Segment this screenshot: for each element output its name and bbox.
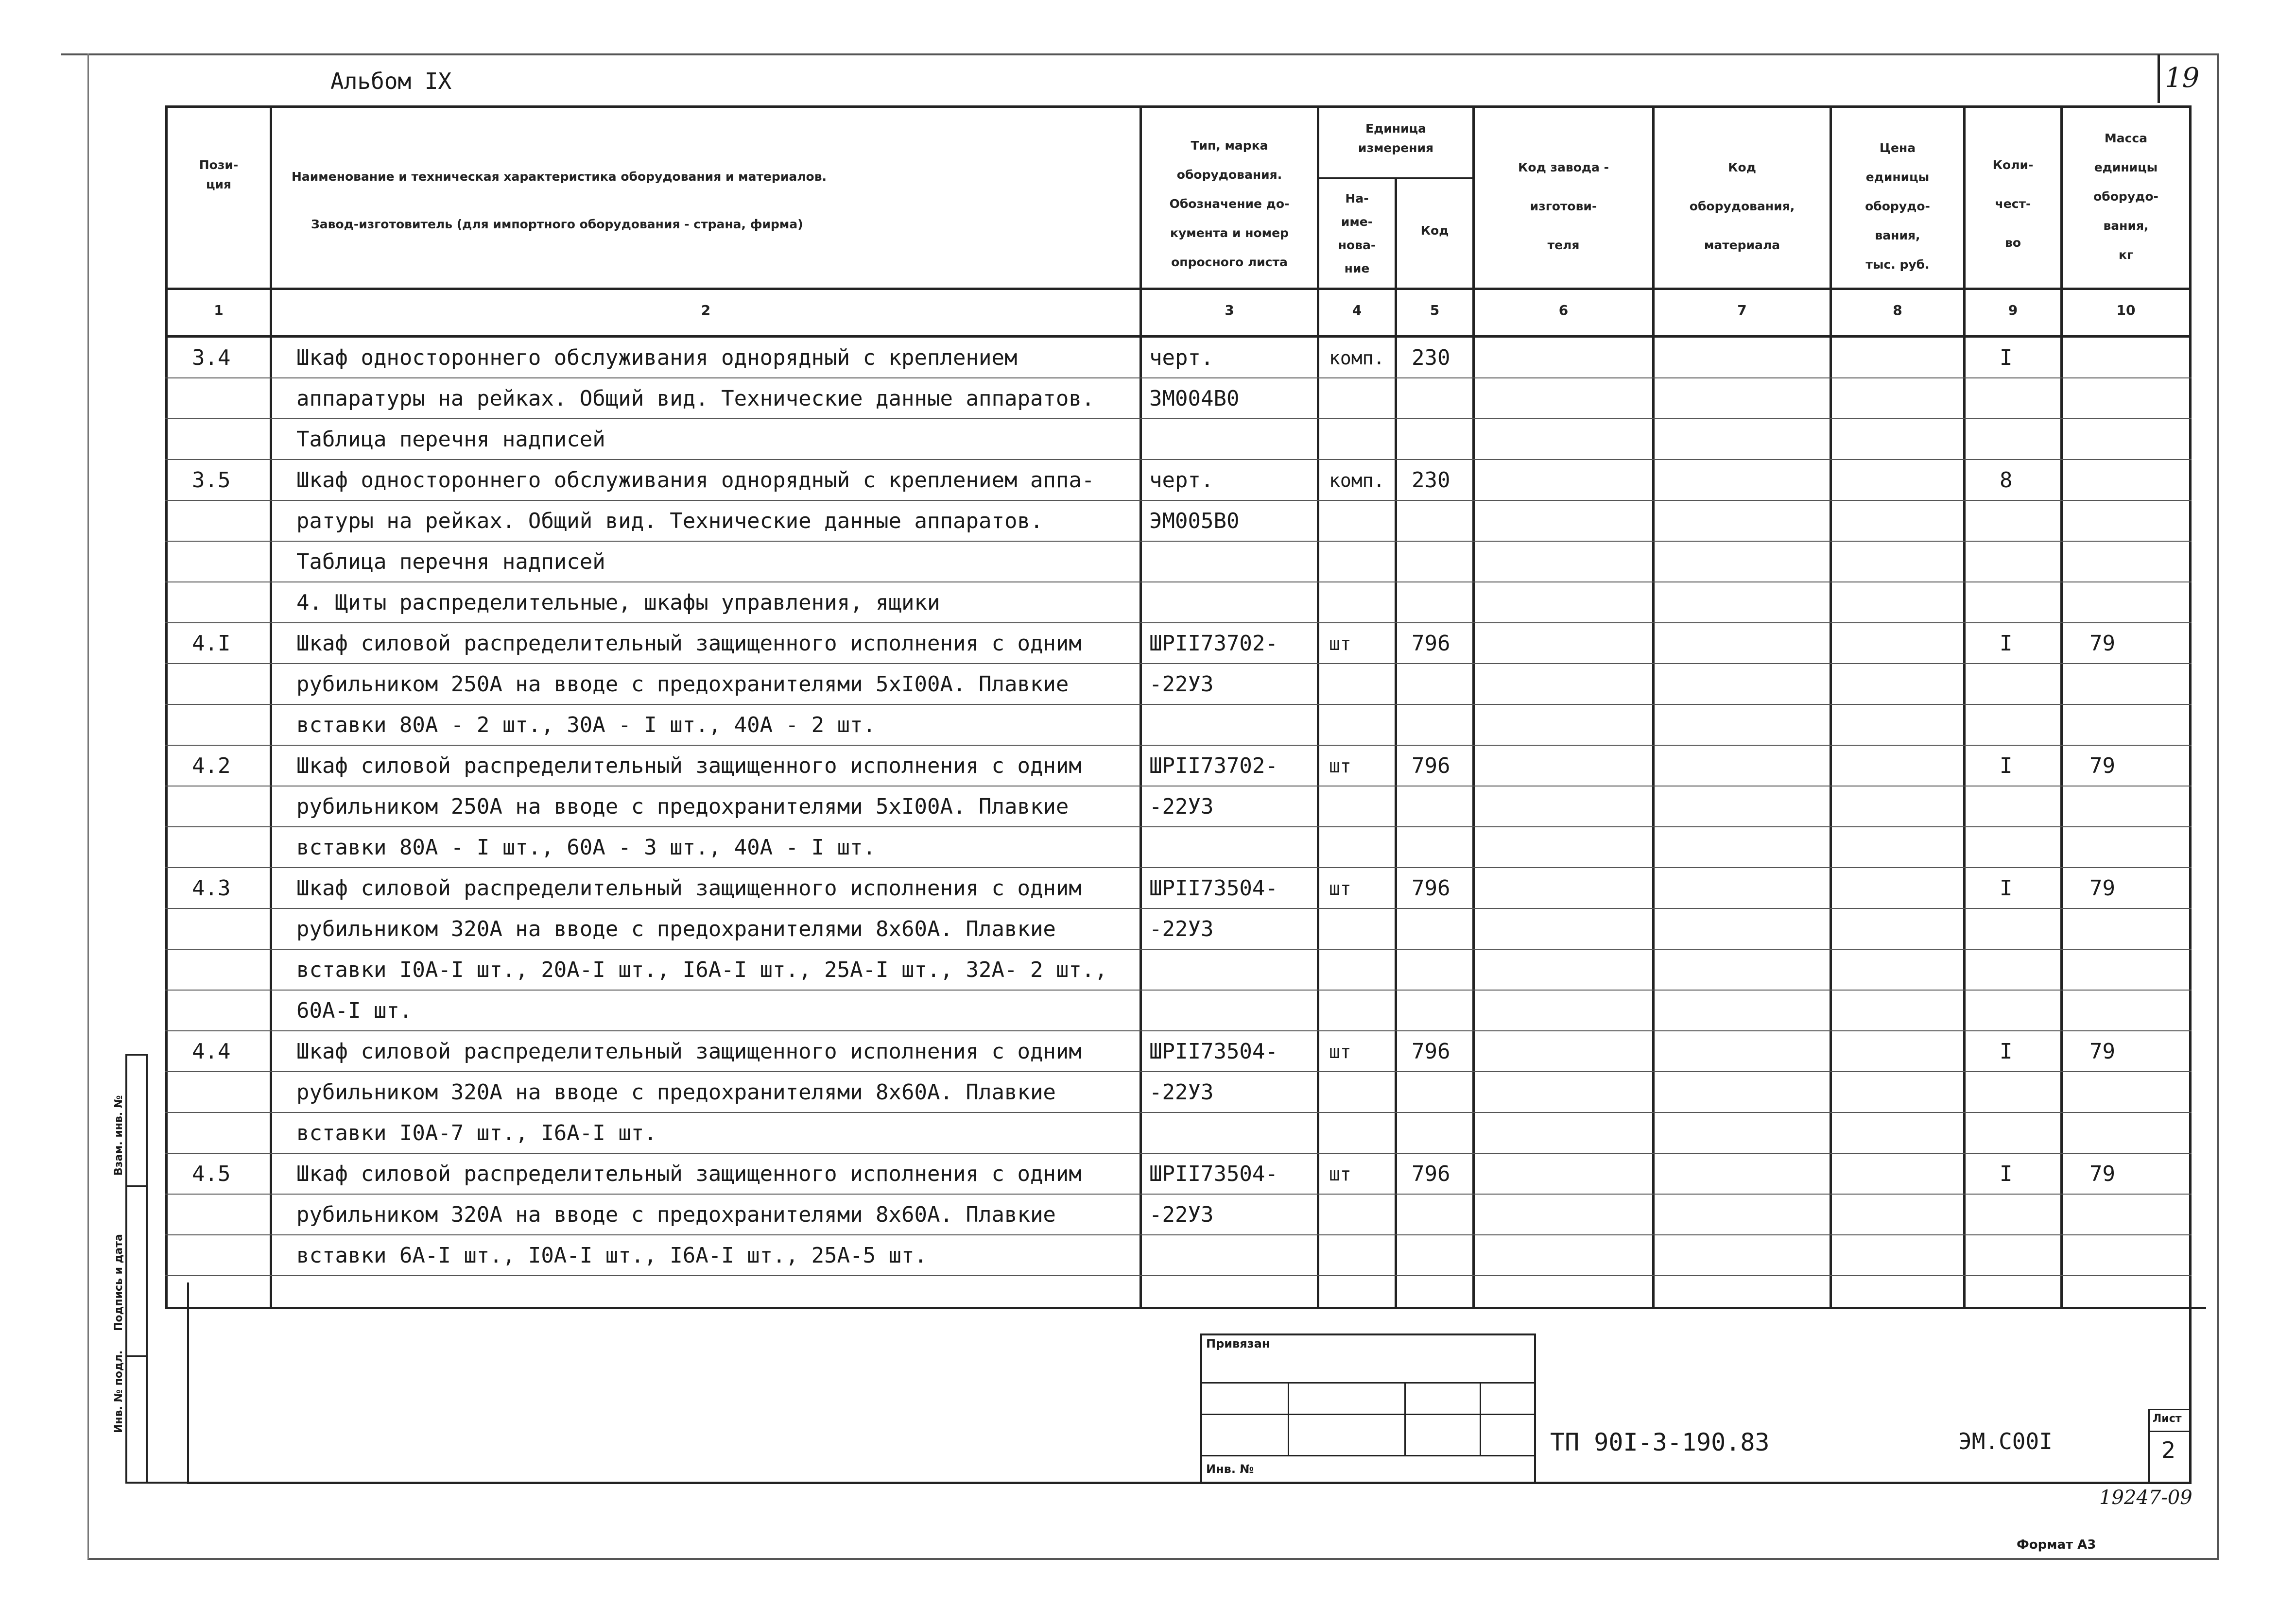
col-number-8: 8	[1893, 302, 1902, 318]
row-name: рубильником 250А на вводе с предохранителями 5xI00А. Плавкие	[296, 672, 1069, 697]
sheet-number: 2	[2161, 1437, 2176, 1463]
table-row	[0, 786, 2296, 827]
row-type: -22У3	[1149, 672, 1214, 697]
row-name: вставки I0А-I шт., 20А-I шт., I6А-I шт., 25А-I шт., 32А- 2 шт.,	[296, 957, 1107, 982]
row-unit-name: комп.	[1329, 347, 1385, 369]
table-row	[0, 338, 2296, 378]
row-name: Шкаф силовой распределительный защищенного исполнения с одним	[296, 876, 1082, 901]
row-unit-code: 230	[1412, 345, 1450, 370]
table-row	[0, 1154, 2296, 1195]
stamp-line-2	[125, 1185, 148, 1187]
attach-box-left	[1200, 1333, 1202, 1484]
attach-box-right	[1534, 1333, 1536, 1484]
row-name: Шкаф силовой распределительный защищенного исполнения с одним	[296, 1162, 1082, 1186]
row-name: вставки 6А-I шт., I0А-I шт., I6А-I шт., 25А-5 шт.	[296, 1243, 928, 1268]
table-row	[0, 1195, 2296, 1235]
row-unit-code: 230	[1412, 468, 1450, 493]
row-unit-name: шт	[1329, 1041, 1351, 1062]
table-row	[0, 827, 2296, 868]
row-position: 4.5	[192, 1162, 231, 1186]
stamp-inv-original: Инв. № подл.	[113, 1350, 125, 1433]
row-name: рубильником 320А на вводе с предохранителями 8x60А. Плавкие	[296, 1080, 1056, 1105]
row-name: Таблица перечня надписей	[296, 427, 605, 452]
row-name: Шкаф одностороннего обслуживания однорядный с креплением	[296, 345, 1018, 370]
stamp-line-3	[125, 1355, 148, 1357]
frame-top	[61, 53, 2218, 55]
table-row	[0, 1235, 2296, 1276]
row-name: Шкаф силовой распределительный защищенного исполнения с одним	[296, 1039, 1082, 1064]
row-type: ЭМ005В0	[1149, 509, 1240, 533]
sheet-box-mid	[2148, 1431, 2192, 1432]
table-row	[0, 542, 2296, 582]
row-position: 4.4	[192, 1039, 231, 1064]
header-unit-code: Код	[1420, 223, 1449, 238]
table-top-border	[165, 105, 2192, 108]
col-number-1: 1	[214, 302, 224, 318]
row-name: Шкаф силовой распределительный защищенного исполнения с одним	[296, 753, 1082, 778]
sheet-box-left	[2148, 1409, 2150, 1484]
table-row	[0, 460, 2296, 501]
table-row	[0, 419, 2296, 460]
row-type: -22У3	[1149, 1080, 1214, 1105]
row-unit-code: 796	[1412, 876, 1450, 901]
row-position: 4.3	[192, 876, 231, 901]
table-row	[0, 705, 2296, 746]
row-position: 4.I	[192, 631, 231, 656]
table-row	[0, 378, 2296, 419]
sheet-box-top	[2148, 1409, 2192, 1410]
header-plant-code: Код завода - изготови- теля	[1518, 160, 1609, 252]
attach-box-col-3	[1480, 1382, 1481, 1455]
stamp-mid-border	[146, 1054, 148, 1482]
row-type: ШРII73504-	[1149, 876, 1278, 901]
row-name: рубильником 250А на вводе с предохранителями 5xI00А. Плавкие	[296, 794, 1069, 819]
row-name: вставки 80А - I шт., 60А - 3 шт., 40А - I шт.	[296, 835, 876, 860]
row-name: рубильником 320А на вводе с предохранителями 8x60А. Плавкие	[296, 1202, 1056, 1227]
row-mass: 79	[2089, 1162, 2115, 1186]
col-number-6: 6	[1558, 302, 1569, 318]
col-number-3: 3	[1225, 302, 1234, 318]
table-row	[0, 623, 2296, 664]
row-quantity: I	[2000, 631, 2013, 656]
row-type: ЗМ004В0	[1149, 386, 1240, 411]
row-type: -22У3	[1149, 1202, 1214, 1227]
attach-box-line-1	[1200, 1382, 1536, 1384]
header-mass: Масса единицы оборудо- вания, кг	[2093, 131, 2158, 262]
row-position: 4.2	[192, 753, 231, 778]
title-block-bottom	[187, 1482, 2192, 1484]
row-type: черт.	[1149, 345, 1214, 370]
col-number-9: 9	[2008, 302, 2018, 318]
row-name: вставки 80А - 2 шт., 30А - I шт., 40А - 2 шт.	[296, 713, 876, 737]
stamp-right-border	[187, 1282, 189, 1482]
row-mass: 79	[2089, 753, 2115, 778]
row-type: ШРII73702-	[1149, 753, 1278, 778]
format-label: Формат А3	[2017, 1538, 2096, 1552]
header-name: Наименование и техническая характеристика оборудования и материалов. Завод-изготовитель (для импортного оборудования - страна, фирма)	[292, 170, 827, 231]
row-unit-name: шт	[1329, 633, 1351, 654]
row-quantity: I	[2000, 876, 2013, 901]
page-number: 19	[2165, 62, 2200, 94]
frame-bottom	[87, 1558, 2219, 1560]
table-row	[0, 746, 2296, 786]
header-type: Тип, марка оборудования. Обозначение до- кумента и номер опросного листа	[1169, 138, 1290, 269]
table-row	[0, 868, 2296, 909]
header-equipment-code: Код оборудования, материала	[1689, 160, 1795, 252]
attach-box-line-3	[1200, 1455, 1536, 1456]
row-name: рубильником 320А на вводе с предохранителями 8x60А. Плавкие	[296, 917, 1056, 941]
sheet-label: Лист	[2153, 1413, 2182, 1425]
table-row	[0, 909, 2296, 950]
header-position: Пози- ция	[199, 158, 239, 191]
table-row	[0, 664, 2296, 705]
inventory-number: 19247-09	[2099, 1487, 2192, 1509]
table-bottom-border	[165, 1307, 2206, 1309]
table-row	[0, 1072, 2296, 1113]
attach-box-col-1	[1288, 1382, 1289, 1455]
row-unit-code: 796	[1412, 1039, 1450, 1064]
row-quantity: I	[2000, 1039, 2013, 1064]
row-name: Шкаф силовой распределительный защищенного исполнения с одним	[296, 631, 1082, 656]
row-name: 60А-I шт.	[296, 998, 413, 1023]
row-mass: 79	[2089, 876, 2115, 901]
table-row	[0, 582, 2296, 623]
row-position: 3.5	[192, 468, 231, 493]
row-position: 3.4	[192, 345, 231, 370]
row-quantity: 8	[2000, 468, 2013, 493]
sheet-code: ЭМ.С00I	[1958, 1428, 2053, 1454]
row-mass: 79	[2089, 631, 2115, 656]
stamp-left-border	[125, 1054, 127, 1482]
row-quantity: I	[2000, 753, 2013, 778]
row-divider	[165, 1275, 2192, 1276]
row-name: ратуры на рейках. Общий вид. Технические данные аппаратов.	[296, 509, 1043, 533]
header-price: Цена единицы оборудо- вания, тыс. руб.	[1865, 141, 1930, 272]
stamp-line-1	[125, 1054, 148, 1056]
col-number-5: 5	[1430, 302, 1440, 318]
row-mass: 79	[2089, 1039, 2115, 1064]
row-unit-code: 796	[1412, 631, 1450, 656]
stamp-replacement-inv: Взам. инв. №	[113, 1095, 125, 1176]
stamp-signature-date: Подпись и дата	[113, 1234, 125, 1331]
row-type: черт.	[1149, 468, 1214, 493]
row-unit-name: шт	[1329, 755, 1351, 777]
row-name: Таблица перечня надписей	[296, 549, 605, 574]
document-code: ТП 90I-3-190.83	[1550, 1428, 1770, 1456]
row-name: Шкаф одностороннего обслуживания однорядный с креплением аппа-	[296, 468, 1095, 493]
col-number-10: 10	[2116, 302, 2136, 318]
table-row	[0, 501, 2296, 542]
row-unit-code: 796	[1412, 1162, 1450, 1186]
row-type: -22У3	[1149, 794, 1214, 819]
row-type: ШРII73504-	[1149, 1039, 1278, 1064]
row-quantity: I	[2000, 1162, 2013, 1186]
row-type: ШРII73504-	[1149, 1162, 1278, 1186]
row-unit-name: шт	[1329, 1163, 1351, 1185]
attached-label: Привязан	[1206, 1337, 1270, 1351]
header-quantity: Коли- чест- во	[1992, 158, 2034, 250]
row-unit-code: 796	[1412, 753, 1450, 778]
col-number-4: 4	[1352, 302, 1362, 318]
header-unit-name: На- име- нова- ние	[1338, 191, 1376, 275]
attach-box-line-2	[1200, 1414, 1536, 1415]
attach-box-top	[1200, 1333, 1536, 1335]
row-name: аппаратуры на рейках. Общий вид. Технические данные аппаратов.	[296, 386, 1095, 411]
col-number-2: 2	[701, 302, 711, 318]
row-quantity: I	[2000, 345, 2013, 370]
table-row	[0, 1031, 2296, 1072]
row-unit-name: комп.	[1329, 470, 1385, 491]
page-number-divider	[2158, 54, 2160, 103]
row-unit-name: шт	[1329, 878, 1351, 899]
header-bottom-border	[165, 288, 2192, 290]
table-row	[0, 950, 2296, 991]
table-row	[0, 991, 2296, 1031]
col-number-7: 7	[1737, 302, 1747, 318]
row-name: вставки I0А-7 шт., I6А-I шт.	[296, 1121, 657, 1145]
attach-box-col-2	[1404, 1382, 1406, 1455]
header-unit: Единица измерения	[1358, 121, 1434, 155]
row-type: -22У3	[1149, 917, 1214, 941]
album-label: Альбом IX	[330, 68, 452, 94]
row-type: ШРII73702-	[1149, 631, 1278, 656]
table-row	[0, 1113, 2296, 1154]
inv-label: Инв. №	[1206, 1462, 1254, 1476]
stamp-line-4	[125, 1482, 189, 1484]
title-block-right	[2189, 1307, 2192, 1484]
row-name: 4. Щиты распределительные, шкафы управления, ящики	[296, 590, 940, 615]
